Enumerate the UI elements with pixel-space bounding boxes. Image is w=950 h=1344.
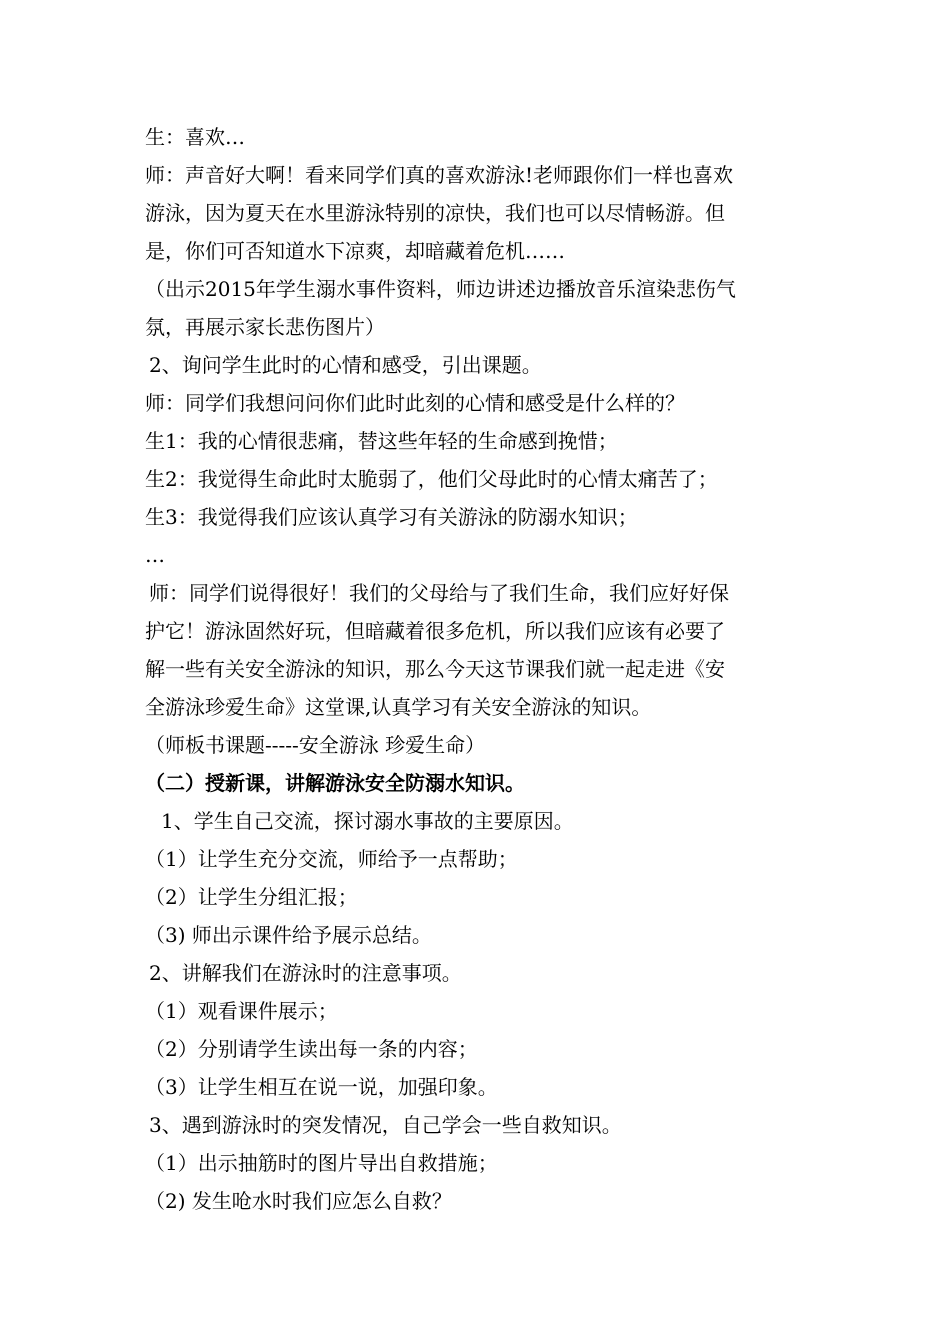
text-line: （3）让学生相互在说一说，加强印象。 (145, 1075, 498, 1099)
text-line: 生3：我觉得我们应该认真学习有关游泳的防溺水知识； (145, 505, 638, 529)
text-line: （2）让学生分组汇报； (145, 885, 358, 909)
text-line: 师：同学们说得很好！我们的父母给与了我们生命，我们应好好保 (149, 581, 729, 605)
text-line: 全游泳珍爱生命》这堂课,认真学习有关安全游泳的知识。 (145, 695, 652, 719)
document-page (145, 118, 810, 1220)
text-line: （出示2015年学生溺水事件资料，师边讲述边播放音乐渲染悲伤气 (145, 277, 736, 301)
text-line: 解一些有关安全游泳的知识，那么今天这节课我们就一起走进《安 (145, 657, 725, 681)
text-line: （1）出示抽筋时的图片导出自救措施； (145, 1151, 498, 1175)
text-line: （1）观看课件展示； (145, 999, 338, 1023)
text-line: 游泳，因为夏天在水里游泳特别的凉快，我们也可以尽情畅游。但 (145, 201, 725, 225)
text-line: （师板书课题-----安全游泳 珍爱生命） (145, 733, 486, 757)
text-line: 师：同学们我想问问你们此时此刻的心情和感受是什么样的？ (145, 391, 685, 415)
text-line: 生2：我觉得生命此时太脆弱了，他们父母此时的心情太痛苦了； (145, 467, 718, 491)
text-line: 1、学生自己交流，探讨溺水事故的主要原因。 (161, 809, 574, 833)
text-line: … (145, 543, 165, 567)
text-line: 生1：我的心情很悲痛，替这些年轻的生命感到挽惜； (145, 429, 618, 453)
text-line: 护它！游泳固然好玩，但暗藏着很多危机，所以我们应该有必要了 (145, 619, 725, 643)
text-line: （2) 发生呛水时我们应怎么自救？ (145, 1189, 452, 1213)
text-line: （3) 师出示课件给予展示总结。 (145, 923, 432, 947)
section-heading: （二）授新课，讲解游泳安全防溺水知识。 (145, 771, 525, 795)
text-line: 氛，再展示家长悲伤图片） (145, 315, 385, 339)
text-line: 3、遇到游泳时的突发情况，自己学会一些自救知识。 (149, 1113, 622, 1137)
text-line: 师：声音好大啊！看来同学们真的喜欢游泳!老师跟你们一样也喜欢 (145, 163, 734, 187)
text-line: （1）让学生充分交流，师给予一点帮助； (145, 847, 518, 871)
text-line: 是，你们可否知道水下凉爽，却暗藏着危机…… (145, 239, 565, 263)
text-line: 生：喜欢… (145, 125, 245, 149)
text-line: 2、询问学生此时的心情和感受，引出课题。 (149, 353, 542, 377)
text-line: 2、讲解我们在游泳时的注意事项。 (149, 961, 462, 985)
text-line: （2）分别请学生读出每一条的内容； (145, 1037, 478, 1061)
